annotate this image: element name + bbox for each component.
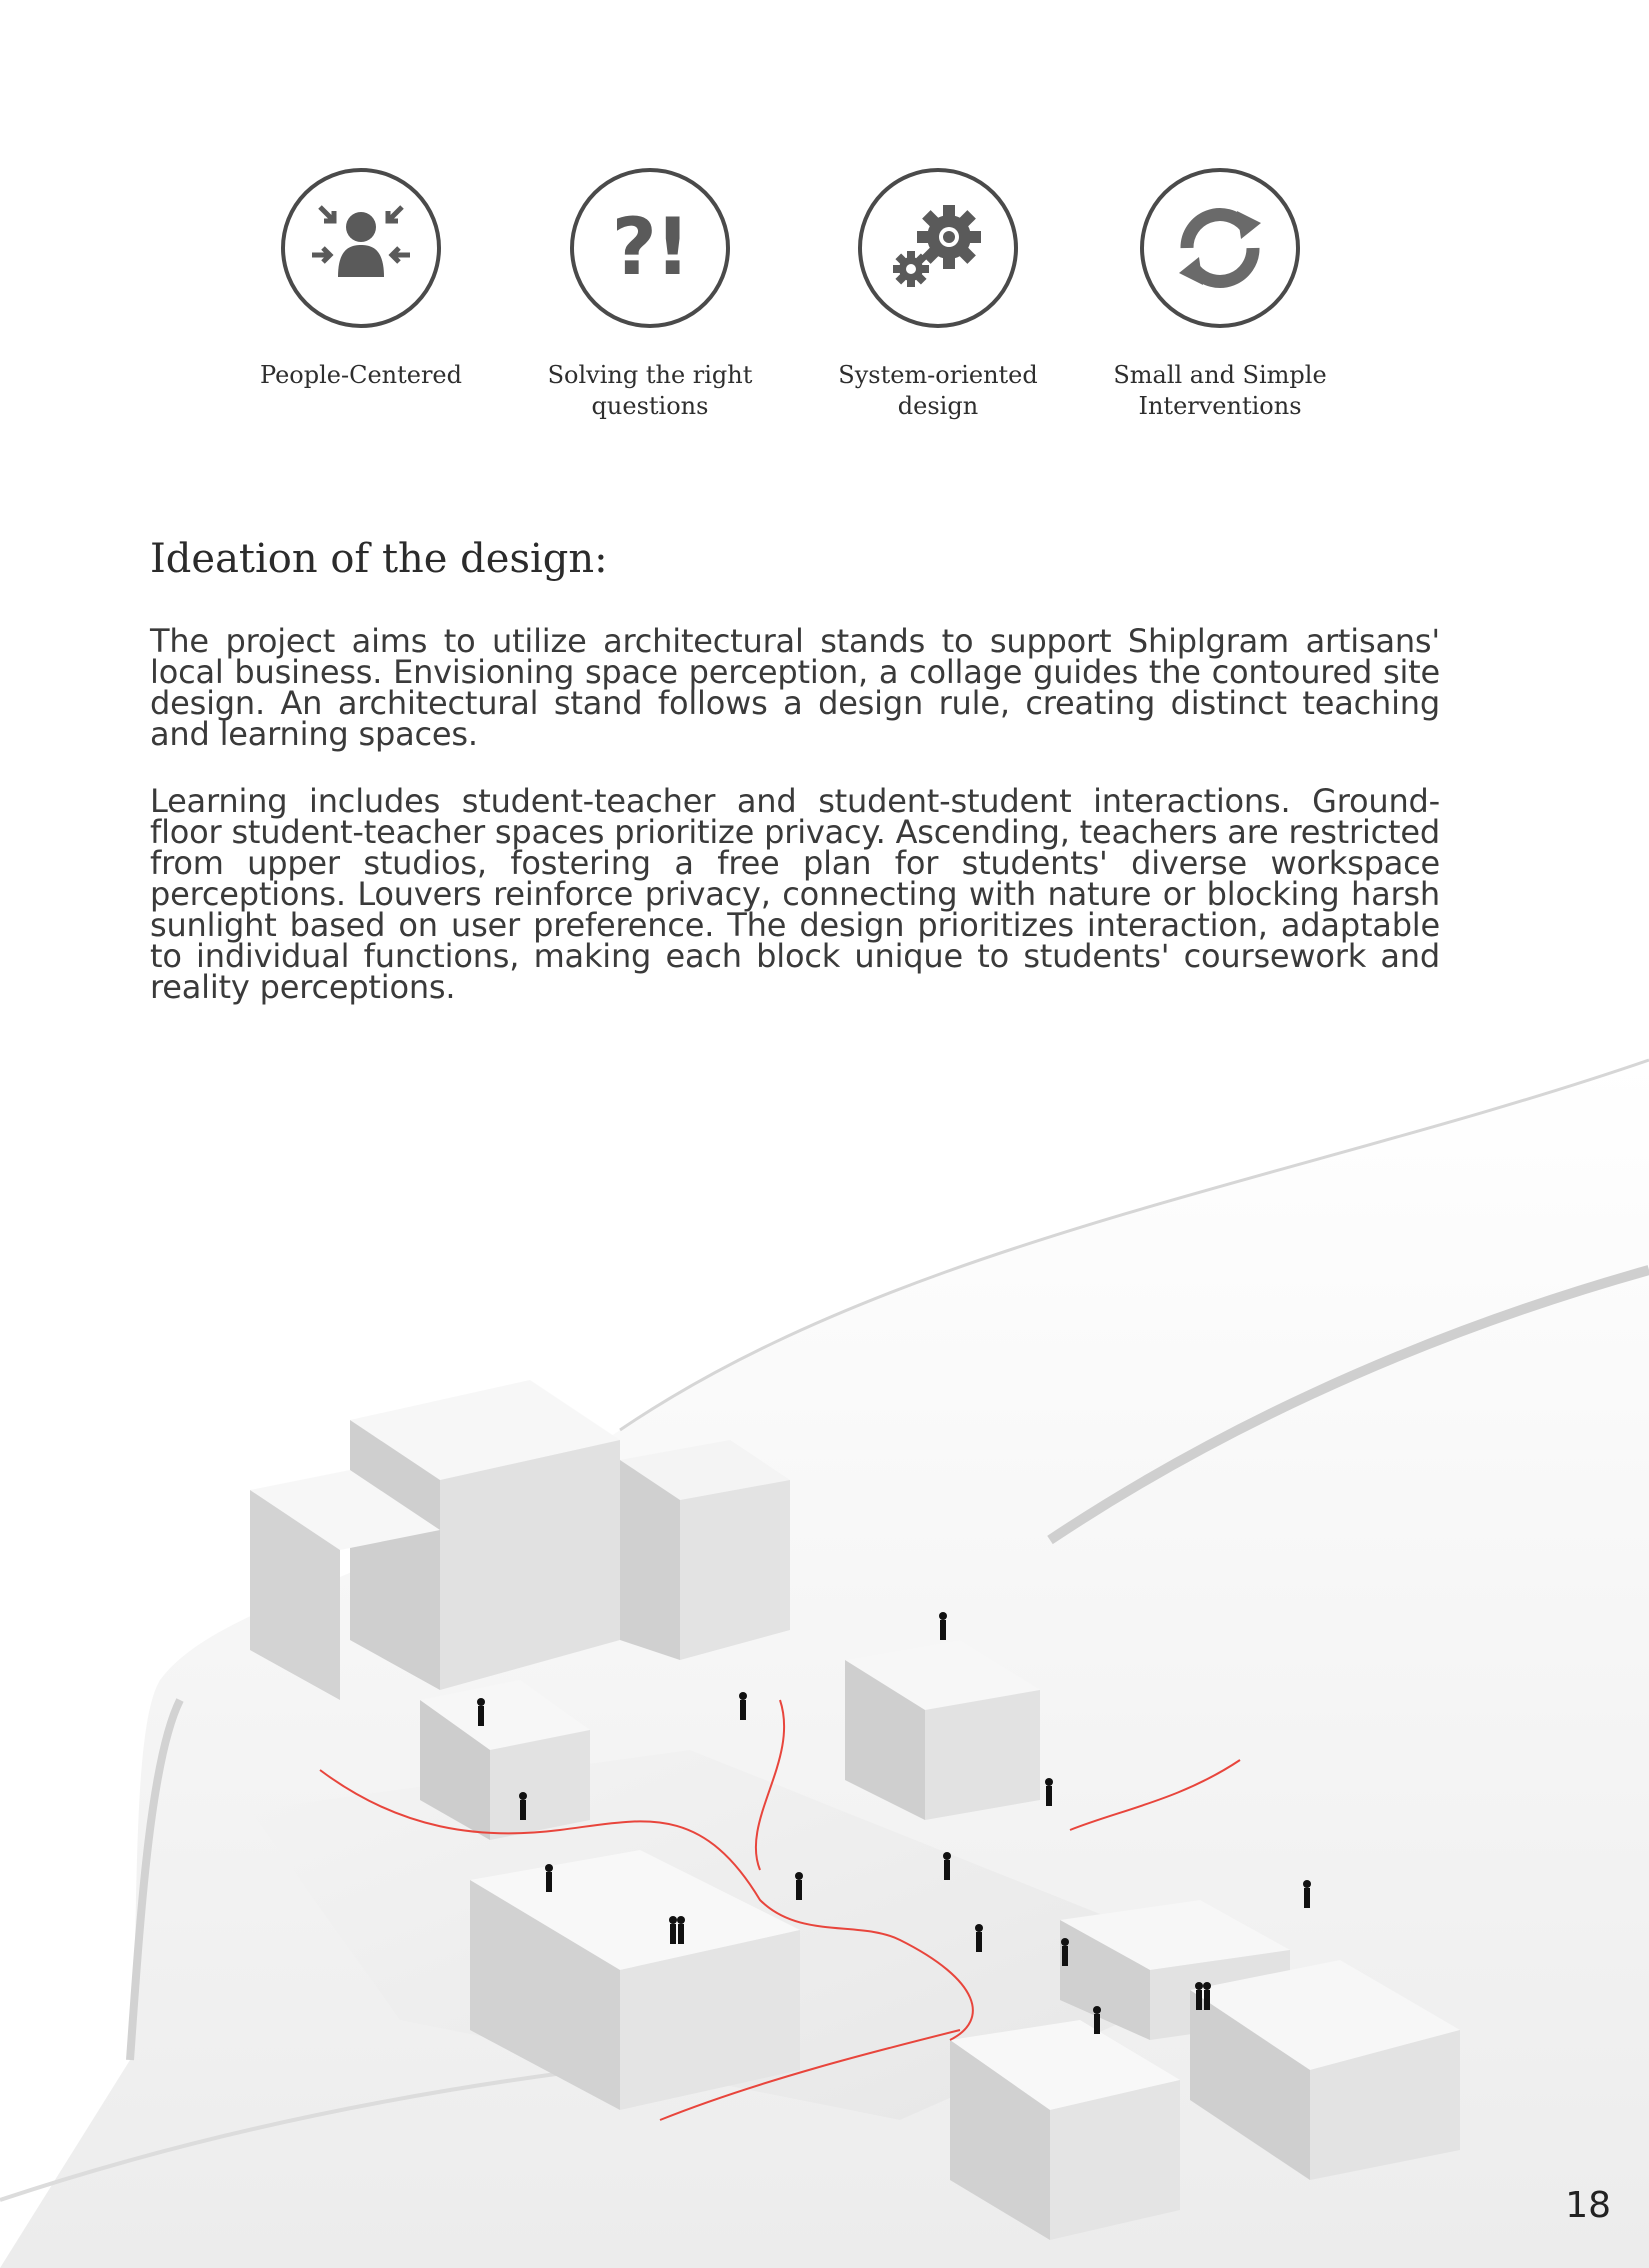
principle-icon-circle xyxy=(281,168,441,328)
principle-solving-questions xyxy=(520,168,780,422)
body-paragraph-2: Learning includes student-teacher and student-student interactions. Ground-floor student-teacher spaces prioritize privacy. Ascending, teachers are restricted from upper studios, fostering a free plan for students' diverse workspace perceptions. Louvers reinforce privacy, connecting with nature or blocking harsh sunlight based on user preference. The design prioritizes interaction, adaptable to individual functions, making each block unique to students' coursework and reality perceptions. xyxy=(150,782,1440,1006)
site-axonometric-render xyxy=(0,1040,1649,2268)
principle-system-oriented xyxy=(808,168,1068,422)
principle-label: Solving the right questions xyxy=(547,361,753,420)
section-heading: Ideation of the design: xyxy=(150,536,608,582)
principle-label: System-oriented design xyxy=(838,361,1038,420)
principle-label: People-Centered xyxy=(260,361,462,389)
principle-small-interventions xyxy=(1090,168,1350,422)
design-principles-row xyxy=(0,0,1649,460)
principle-icon-circle xyxy=(1140,168,1300,328)
body-paragraph-1: The project aims to utilize architectural stands to support Shiplgram artisans' local business. Envisioning space perception, a collage guides the contoured site design. An architectural stand follows a design rule, creating distinct teaching and learning spaces. xyxy=(150,622,1440,753)
cycle-arrows-icon xyxy=(1165,193,1275,303)
principle-icon-circle xyxy=(858,168,1018,328)
principle-label: Small and Simple Interventions xyxy=(1113,361,1327,420)
gears-icon xyxy=(883,193,993,303)
principle-icon-circle xyxy=(570,168,730,328)
principle-people-centered xyxy=(231,168,491,391)
page-number: 18 xyxy=(1565,2185,1611,2226)
person-arrows-icon xyxy=(306,193,416,303)
question-exclamation-icon: ?! xyxy=(611,203,689,293)
